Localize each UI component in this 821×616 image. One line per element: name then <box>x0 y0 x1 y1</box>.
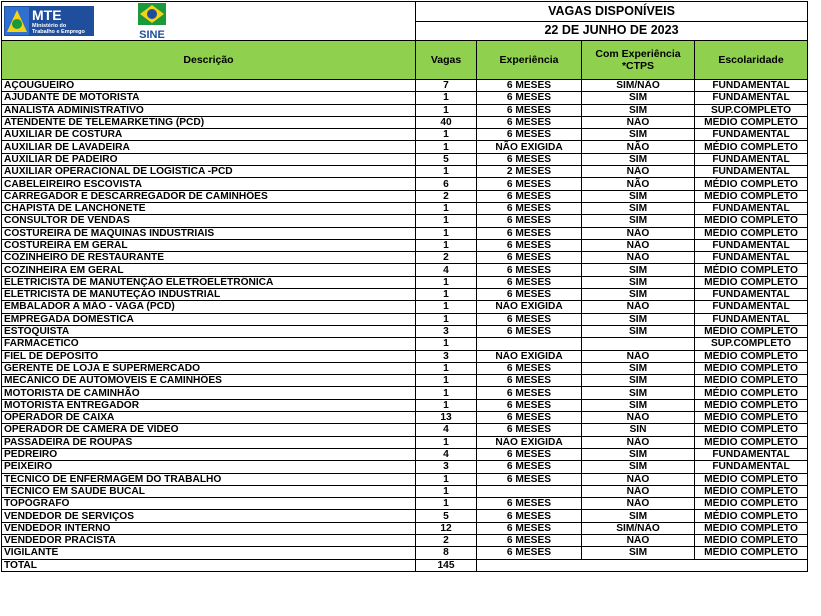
mte-logo <box>4 6 94 36</box>
vacancies-sheet <box>1 1 807 572</box>
cell-ctps: SIM <box>582 129 695 141</box>
cell-escolaridade: MÉDIO COMPLETO <box>695 534 808 546</box>
table-row <box>2 202 808 214</box>
cell-vagas: 1 <box>416 289 477 301</box>
cell-escolaridade: MÉDIO COMPLETO <box>695 362 808 374</box>
col-header-ctps: Com Experiência *CTPS <box>582 41 695 80</box>
table-row <box>2 313 808 325</box>
vacancies-table <box>1 1 808 572</box>
sine-logo <box>130 3 174 41</box>
cell-descricao: VIGILANTE <box>2 547 416 559</box>
sheet-title: VAGAS DISPONÍVEIS <box>416 2 808 22</box>
cell-vagas: 1 <box>416 387 477 399</box>
cell-experiencia: 6 MESES <box>477 448 582 460</box>
cell-vagas: 1 <box>416 141 477 153</box>
cell-vagas: 1 <box>416 104 477 116</box>
cell-experiencia: 6 MESES <box>477 387 582 399</box>
cell-vagas: 1 <box>416 276 477 288</box>
cell-experiencia: 6 MESES <box>477 252 582 264</box>
cell-ctps: SIM <box>582 547 695 559</box>
cell-escolaridade: MÉDIO COMPLETO <box>695 190 808 202</box>
table-row <box>2 153 808 165</box>
cell-experiencia: 2 MESES <box>477 166 582 178</box>
cell-escolaridade: FUNDAMENTAL <box>695 289 808 301</box>
cell-ctps <box>582 338 695 350</box>
cell-ctps: SIM <box>582 399 695 411</box>
logo-area <box>2 2 416 41</box>
table-row <box>2 301 808 313</box>
cell-vagas: 5 <box>416 510 477 522</box>
cell-experiencia <box>477 485 582 497</box>
cell-descricao: AÇOUGUEIRO <box>2 80 416 92</box>
cell-ctps: SIM <box>582 92 695 104</box>
cell-descricao: OPERADOR DE CÂMERA DE VÍDEO <box>2 424 416 436</box>
table-row <box>2 166 808 178</box>
table-row <box>2 92 808 104</box>
cell-experiencia: 6 MESES <box>477 325 582 337</box>
cell-escolaridade: MÉDIO COMPLETO <box>695 522 808 534</box>
cell-descricao: EMBALADOR A MÃO - VAGA (PCD) <box>2 301 416 313</box>
total-row <box>2 559 808 571</box>
table-row <box>2 227 808 239</box>
cell-escolaridade: FUNDAMENTAL <box>695 129 808 141</box>
cell-vagas: 1 <box>416 215 477 227</box>
mte-logo-text: MTE <box>32 7 62 23</box>
cell-ctps: NÃO <box>582 178 695 190</box>
cell-experiencia: 6 MESES <box>477 522 582 534</box>
cell-vagas: 12 <box>416 522 477 534</box>
cell-ctps: NÃO <box>582 239 695 251</box>
cell-ctps: SIM <box>582 289 695 301</box>
cell-vagas: 1 <box>416 239 477 251</box>
cell-escolaridade: MÉDIO COMPLETO <box>695 473 808 485</box>
cell-ctps: NÃO <box>582 485 695 497</box>
cell-ctps: SIM <box>582 387 695 399</box>
cell-ctps: SIM <box>582 461 695 473</box>
cell-vagas: 2 <box>416 252 477 264</box>
sheet-date: 22 DE JUNHO DE 2023 <box>416 21 808 41</box>
cell-experiencia: 6 MESES <box>477 92 582 104</box>
cell-vagas: 1 <box>416 362 477 374</box>
cell-descricao: VENDEDOR PRACISTA <box>2 534 416 546</box>
table-row <box>2 80 808 92</box>
cell-ctps: NÃO <box>582 227 695 239</box>
cell-ctps: SIN <box>582 424 695 436</box>
cell-experiencia: 6 MESES <box>477 80 582 92</box>
cell-escolaridade: MÉDIO COMPLETO <box>695 412 808 424</box>
cell-ctps: NÃO <box>582 412 695 424</box>
total-value: 145 <box>416 559 477 571</box>
cell-ctps: NÃO <box>582 436 695 448</box>
cell-descricao: ESTOQUISTA <box>2 325 416 337</box>
cell-vagas: 8 <box>416 547 477 559</box>
cell-escolaridade: FUNDAMENTAL <box>695 166 808 178</box>
cell-experiencia: 6 MESES <box>477 276 582 288</box>
cell-experiencia: 6 MESES <box>477 399 582 411</box>
table-row <box>2 116 808 128</box>
cell-descricao: COSTUREIRA EM GERAL <box>2 239 416 251</box>
cell-ctps: SIM/NÃO <box>582 80 695 92</box>
cell-vagas: 1 <box>416 485 477 497</box>
cell-vagas: 4 <box>416 424 477 436</box>
cell-escolaridade: FUNDAMENTAL <box>695 80 808 92</box>
cell-experiencia: 6 MESES <box>477 510 582 522</box>
cell-ctps: SIM <box>582 448 695 460</box>
cell-ctps: NÃO <box>582 534 695 546</box>
cell-experiencia: 6 MESES <box>477 375 582 387</box>
cell-vagas: 1 <box>416 166 477 178</box>
cell-experiencia: 6 MESES <box>477 104 582 116</box>
cell-vagas: 6 <box>416 178 477 190</box>
col-header-vagas: Vagas <box>416 41 477 80</box>
col-header-experiencia: Experiência <box>477 41 582 80</box>
cell-escolaridade: MÉDIO COMPLETO <box>695 276 808 288</box>
cell-descricao: VENDEDOR DE SERVIÇOS <box>2 510 416 522</box>
table-row <box>2 387 808 399</box>
cell-escolaridade: FUNDAMENTAL <box>695 202 808 214</box>
cell-ctps: SIM <box>582 375 695 387</box>
cell-descricao: PEIXEIRO <box>2 461 416 473</box>
table-row <box>2 448 808 460</box>
cell-escolaridade: MÉDIO COMPLETO <box>695 436 808 448</box>
cell-escolaridade: FUNDAMENTAL <box>695 301 808 313</box>
cell-descricao: AUXILIAR DE COSTURA <box>2 129 416 141</box>
cell-ctps: SIM <box>582 313 695 325</box>
cell-descricao: GERENTE DE LOJA E SUPERMERCADO <box>2 362 416 374</box>
cell-descricao: VENDEDOR INTERNO <box>2 522 416 534</box>
cell-experiencia: 6 MESES <box>477 264 582 276</box>
table-row <box>2 338 808 350</box>
cell-escolaridade: MÉDIO COMPLETO <box>695 485 808 497</box>
cell-descricao: AJUDANTE DE MOTORISTA <box>2 92 416 104</box>
cell-vagas: 40 <box>416 116 477 128</box>
cell-experiencia: 6 MESES <box>477 534 582 546</box>
table-row <box>2 289 808 301</box>
sine-logo-text: SINE <box>139 29 165 41</box>
cell-vagas: 1 <box>416 375 477 387</box>
table-row <box>2 350 808 362</box>
table-row <box>2 325 808 337</box>
cell-descricao: OPERADOR DE CAIXA <box>2 412 416 424</box>
cell-experiencia: 6 MESES <box>477 129 582 141</box>
cell-ctps: SIM <box>582 104 695 116</box>
cell-ctps: SIM <box>582 510 695 522</box>
cell-escolaridade: FUNDAMENTAL <box>695 153 808 165</box>
cell-descricao: CABELEIREIRO ESCOVISTA <box>2 178 416 190</box>
cell-vagas: 13 <box>416 412 477 424</box>
cell-experiencia: 6 MESES <box>477 412 582 424</box>
column-header-row <box>2 41 808 80</box>
table-row <box>2 522 808 534</box>
cell-descricao: EMPREGADA DOMÉSTICA <box>2 313 416 325</box>
cell-experiencia: 6 MESES <box>477 313 582 325</box>
table-row <box>2 215 808 227</box>
cell-vagas: 1 <box>416 313 477 325</box>
cell-experiencia: 6 MESES <box>477 116 582 128</box>
cell-vagas: 2 <box>416 190 477 202</box>
cell-escolaridade: MÉDIO COMPLETO <box>695 510 808 522</box>
cell-escolaridade: SUP.COMPLETO <box>695 104 808 116</box>
cell-escolaridade: MÉDIO COMPLETO <box>695 264 808 276</box>
cell-vagas: 3 <box>416 350 477 362</box>
cell-escolaridade: FUNDAMENTAL <box>695 252 808 264</box>
cell-vagas: 1 <box>416 92 477 104</box>
cell-experiencia: 6 MESES <box>477 473 582 485</box>
cell-descricao: FARMACÊTICO <box>2 338 416 350</box>
cell-descricao: TÉCNICO EM SAÚDE BUCAL <box>2 485 416 497</box>
cell-ctps: SIM <box>582 153 695 165</box>
cell-escolaridade: MÉDIO COMPLETO <box>695 399 808 411</box>
cell-descricao: CONSULTOR DE VENDAS <box>2 215 416 227</box>
cell-descricao: PASSADEIRA DE ROUPAS <box>2 436 416 448</box>
cell-escolaridade: FUNDAMENTAL <box>695 239 808 251</box>
cell-descricao: AUXILIAR DE PADEIRO <box>2 153 416 165</box>
cell-descricao: COZINHEIRO DE RESTAURANTE <box>2 252 416 264</box>
cell-escolaridade: MÉDIO COMPLETO <box>695 178 808 190</box>
table-row <box>2 252 808 264</box>
cell-experiencia: 6 MESES <box>477 190 582 202</box>
cell-experiencia: 6 MESES <box>477 362 582 374</box>
cell-escolaridade: MÉDIO COMPLETO <box>695 325 808 337</box>
cell-descricao: PEDREIRO <box>2 448 416 460</box>
cell-ctps: SIM <box>582 190 695 202</box>
table-row <box>2 510 808 522</box>
cell-ctps: NÃO <box>582 473 695 485</box>
cell-descricao: ATENDENTE DE TELEMARKETING (PCD) <box>2 116 416 128</box>
table-row <box>2 473 808 485</box>
cell-vagas: 1 <box>416 202 477 214</box>
cell-ctps: SIM <box>582 215 695 227</box>
table-row <box>2 129 808 141</box>
cell-ctps: NÃO <box>582 350 695 362</box>
cell-experiencia <box>477 338 582 350</box>
cell-experiencia: 6 MESES <box>477 215 582 227</box>
cell-escolaridade: MÉDIO COMPLETO <box>695 424 808 436</box>
cell-escolaridade: MÉDIO COMPLETO <box>695 227 808 239</box>
table-row <box>2 485 808 497</box>
cell-escolaridade: FUNDAMENTAL <box>695 448 808 460</box>
cell-ctps: SIM <box>582 202 695 214</box>
cell-experiencia: 6 MESES <box>477 202 582 214</box>
cell-experiencia: NÃO EXIGIDA <box>477 436 582 448</box>
cell-descricao: AUXILIAR DE LAVADEIRA <box>2 141 416 153</box>
cell-ctps: SIM <box>582 362 695 374</box>
cell-experiencia: 6 MESES <box>477 289 582 301</box>
cell-vagas: 1 <box>416 436 477 448</box>
cell-descricao: COSTUREIRA DE MAQUINAS INDUSTRIAIS <box>2 227 416 239</box>
cell-experiencia: 6 MESES <box>477 153 582 165</box>
cell-experiencia: NÃO EXIGIDA <box>477 350 582 362</box>
table-row <box>2 436 808 448</box>
table-row <box>2 190 808 202</box>
cell-escolaridade: MÉDIO COMPLETO <box>695 387 808 399</box>
total-label: TOTAL <box>2 559 416 571</box>
cell-experiencia: 6 MESES <box>477 178 582 190</box>
cell-ctps: SIM <box>582 276 695 288</box>
cell-escolaridade: SUP.COMPLETO <box>695 338 808 350</box>
cell-experiencia: 6 MESES <box>477 239 582 251</box>
cell-ctps: NÃO <box>582 301 695 313</box>
cell-vagas: 3 <box>416 325 477 337</box>
cell-vagas: 1 <box>416 129 477 141</box>
cell-ctps: NÃO <box>582 166 695 178</box>
table-row <box>2 461 808 473</box>
cell-vagas: 1 <box>416 301 477 313</box>
cell-descricao: CHAPISTA DE LANCHONETE <box>2 202 416 214</box>
cell-ctps: NÃO <box>582 252 695 264</box>
cell-experiencia: 6 MESES <box>477 424 582 436</box>
cell-escolaridade: MÉDIO COMPLETO <box>695 116 808 128</box>
table-row <box>2 375 808 387</box>
table-row <box>2 424 808 436</box>
cell-vagas: 7 <box>416 80 477 92</box>
cell-ctps: SIM/NÃO <box>582 522 695 534</box>
cell-experiencia: 6 MESES <box>477 547 582 559</box>
cell-descricao: ANALISTA ADMINISTRATIVO <box>2 104 416 116</box>
cell-descricao: MECÂNICO DE AUTOMÓVEIS E CAMINHÕES <box>2 375 416 387</box>
mte-logo-sub2: Trabalho e Emprego <box>32 29 85 35</box>
cell-descricao: ELETRICISTA DE MANUTENÇÃO ELETROELETRÔNICA <box>2 276 416 288</box>
cell-vagas: 1 <box>416 227 477 239</box>
cell-ctps: NÃO <box>582 498 695 510</box>
cell-escolaridade: FUNDAMENTAL <box>695 313 808 325</box>
cell-ctps: SIM <box>582 264 695 276</box>
cell-descricao: MOTORISTA ENTREGADOR <box>2 399 416 411</box>
cell-vagas: 2 <box>416 534 477 546</box>
cell-vagas: 1 <box>416 473 477 485</box>
col-header-descricao: Descrição <box>2 41 416 80</box>
cell-vagas: 4 <box>416 264 477 276</box>
cell-experiencia: 6 MESES <box>477 227 582 239</box>
total-empty <box>477 559 808 571</box>
cell-vagas: 1 <box>416 399 477 411</box>
cell-experiencia: 6 MESES <box>477 461 582 473</box>
table-row <box>2 104 808 116</box>
cell-escolaridade: FUNDAMENTAL <box>695 92 808 104</box>
cell-descricao: FIEL DE DEPOSITO <box>2 350 416 362</box>
cell-experiencia: NÃO EXIGIDA <box>477 301 582 313</box>
cell-ctps: NÃO <box>582 141 695 153</box>
cell-escolaridade: MÉDIO COMPLETO <box>695 350 808 362</box>
table-row <box>2 276 808 288</box>
cell-ctps: NÃO <box>582 116 695 128</box>
cell-vagas: 1 <box>416 338 477 350</box>
table-row <box>2 239 808 251</box>
cell-descricao: AUXILIAR OPERACIONAL DE LOGÍSTICA -PCD <box>2 166 416 178</box>
cell-escolaridade: MÉDIO COMPLETO <box>695 547 808 559</box>
table-row <box>2 534 808 546</box>
table-row <box>2 264 808 276</box>
cell-vagas: 3 <box>416 461 477 473</box>
cell-descricao: TOPÓGRAFO <box>2 498 416 510</box>
cell-escolaridade: FUNDAMENTAL <box>695 461 808 473</box>
cell-escolaridade: MÉDIO COMPLETO <box>695 215 808 227</box>
cell-ctps: SIM <box>582 325 695 337</box>
cell-experiencia: NÃO EXIGIDA <box>477 141 582 153</box>
cell-escolaridade: MÉDIO COMPLETO <box>695 141 808 153</box>
cell-descricao: MOTORISTA DE CAMINHÃO <box>2 387 416 399</box>
table-row <box>2 178 808 190</box>
table-row <box>2 498 808 510</box>
table-row <box>2 547 808 559</box>
cell-descricao: ELETRICISTA DE MANUTEÇÃO INDUSTRIAL <box>2 289 416 301</box>
cell-descricao: COZINHEIRA EM GERAL <box>2 264 416 276</box>
cell-escolaridade: MÉDIO COMPLETO <box>695 498 808 510</box>
table-row <box>2 362 808 374</box>
table-row <box>2 412 808 424</box>
table-row <box>2 399 808 411</box>
cell-escolaridade: MÉDIO COMPLETO <box>695 375 808 387</box>
cell-vagas: 5 <box>416 153 477 165</box>
col-header-escolaridade: Escolaridade <box>695 41 808 80</box>
cell-experiencia: 6 MESES <box>477 498 582 510</box>
table-row <box>2 141 808 153</box>
cell-descricao: CARREGADOR E DESCARREGADOR DE CAMINHÕES <box>2 190 416 202</box>
cell-vagas: 1 <box>416 498 477 510</box>
cell-descricao: TÉCNICO DE ENFERMAGEM DO TRABALHO <box>2 473 416 485</box>
cell-vagas: 4 <box>416 448 477 460</box>
mte-logo-sub1: Ministério do <box>32 23 67 29</box>
